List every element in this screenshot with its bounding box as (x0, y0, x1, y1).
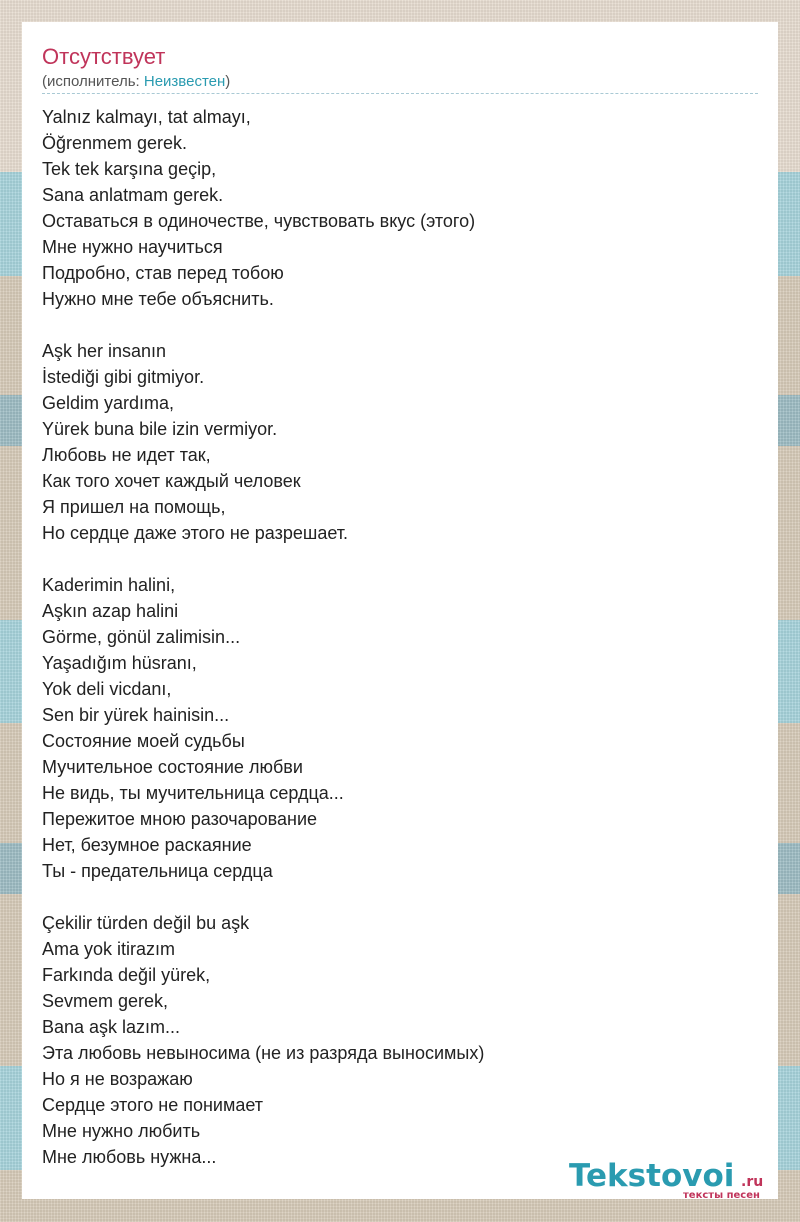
lyric-line: Ты - предательница сердца (42, 861, 273, 881)
lyric-line: Kaderimin halini, (42, 575, 176, 595)
lyric-line: Ama yok itirazım (42, 939, 176, 959)
lyric-line: Мне любовь нужна... (42, 1147, 217, 1167)
lyric-line: Görme, gönül zalimisin... (42, 627, 241, 647)
lyric-line: Farkında değil yürek, (42, 965, 211, 985)
lyric-line: Bana aşk lazım... (42, 1017, 181, 1037)
lyric-line: Öğrenmem gerek. (42, 133, 188, 153)
lyric-line: Нет, безумное раскаяние (42, 835, 252, 855)
lyric-line: Yaşadığım hüsranı, (42, 653, 197, 673)
lyric-line: Как того хочет каждый человек (42, 471, 301, 491)
lyric-line: Tek tek karşına geçip, (42, 159, 217, 179)
lyric-line: Sana anlatmam gerek. (42, 185, 224, 205)
stanza-break (42, 546, 758, 572)
lyric-line: Состояние моей судьбы (42, 731, 245, 751)
lyric-line: Sevmem gerek, (42, 991, 169, 1011)
lyric-line: Нужно мне тебе объяснить. (42, 289, 274, 309)
song-title: Отсутствует (42, 44, 166, 69)
lyric-line: Yürek buna bile izin vermiyor. (42, 419, 278, 439)
artist-suffix: ) (225, 73, 231, 90)
lyrics-text (42, 104, 758, 1170)
artist-link[interactable]: Неизвестен (143, 73, 226, 90)
lyric-line: Любовь не идет так, (42, 445, 211, 465)
lyric-line: Aşkın azap halini (42, 601, 179, 621)
header-divider (42, 93, 758, 94)
lyrics-card (22, 22, 778, 1199)
logo-name: Tekstovoi (569, 1158, 735, 1194)
lyric-line: Пережитое мною разочарование (42, 809, 318, 829)
artist-prefix: (исполнитель: (42, 73, 144, 90)
lyric-line: Мне нужно научиться (42, 237, 223, 257)
lyric-line: Сердце этого не понимает (42, 1095, 264, 1115)
lyric-line: Подробно, став перед тобою (42, 263, 284, 283)
tekstovoi-logo[interactable] (569, 1156, 779, 1204)
lyric-line: Yok deli vicdanı, (42, 679, 172, 699)
lyric-line: Но сердце даже этого не разрешает. (42, 523, 348, 543)
logo-tagline: тексты песен (683, 1190, 760, 1201)
lyric-line: Yalnız kalmayı, tat almayı, (42, 107, 251, 127)
lyric-line: Çekilir türden değil bu aşk (42, 913, 250, 933)
lyric-line: Я пришел на помощь, (42, 497, 226, 517)
lyric-line: Мне нужно любить (42, 1121, 201, 1141)
lyric-line: Не видь, ты мучительница сердца... (42, 783, 344, 803)
stanza-break (42, 884, 758, 910)
lyric-line: Sen bir yürek hainisin... (42, 705, 230, 725)
lyric-line: Эта любовь невыносима (не из разряда выносимых) (42, 1043, 485, 1063)
lyric-line: İstediği gibi gitmiyor. (42, 367, 205, 387)
stanza-break (42, 312, 758, 338)
lyric-line: Но я не возражаю (42, 1069, 193, 1089)
lyric-line: Оставаться в одиночестве, чувствовать вкус (этого) (42, 211, 476, 231)
artist-line (42, 72, 230, 92)
lyric-line: Aşk her insanın (42, 341, 167, 361)
logo-tld: .ru (741, 1174, 764, 1190)
lyric-line: Мучительное состояние любви (42, 757, 303, 777)
lyric-line: Geldim yardıma, (42, 393, 175, 413)
